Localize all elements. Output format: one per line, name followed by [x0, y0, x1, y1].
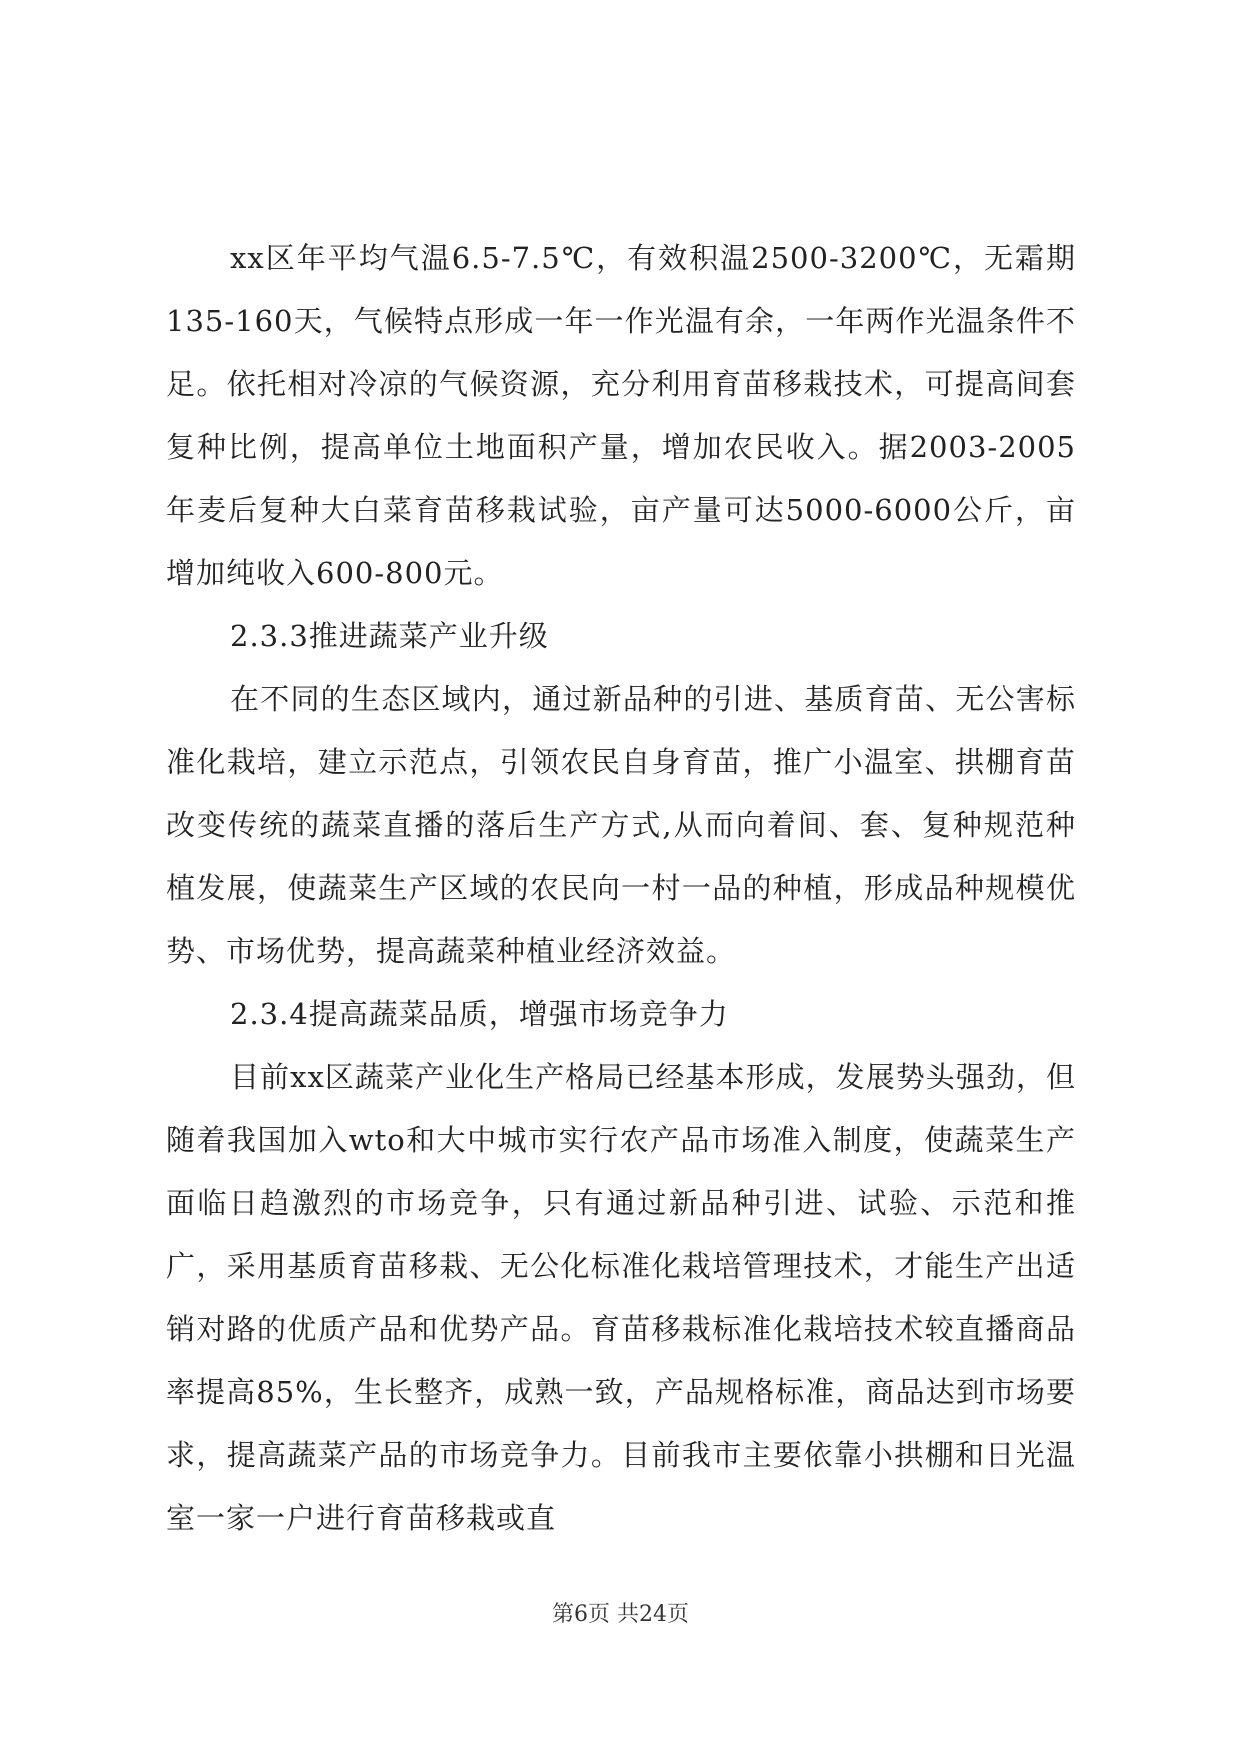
document-body	[166, 227, 1076, 1550]
section-heading-2-3-4: 2.3.4提高蔬菜品质，增强市场竞争力	[230, 997, 729, 1031]
paragraph-industry-upgrade: 在不同的生态区域内，通过新品种的引进、基质育苗、无公害标准化栽培，建立示范点，引领农民自身育苗，推广小温室、拱棚育苗改变传统的蔬菜直播的落后生产方式,从而向着间、套、复种规范种植发展，使蔬菜生产区域的农民向一村一品的种植，形成品种规模优势、市场优势，提高蔬菜种植业经济效益。	[166, 682, 1076, 968]
page-footer-page-number: 第6页 共24页	[552, 1602, 689, 1627]
paragraph-climate-resources: xx区年平均气温6.5-7.5℃，有效积温2500-3200℃，无霜期135-160天，气候特点形成一年一作光温有余，一年两作光温条件不足。依托相对冷凉的气候资源，充分利用育苗移栽技术，可提高间套复种比例，提高单位土地面积产量，增加农民收入。据2003-2005年麦后复种大白菜育苗移栽试验，亩产量可达5000-6000公斤，亩增加纯收入600-800元。	[166, 241, 1076, 590]
paragraph-quality-competitiveness: 目前xx区蔬菜产业化生产格局已经基本形成，发展势头强劲，但随着我国加入wto和大中城市实行农产品市场准入制度，使蔬菜生产面临日趋激烈的市场竞争，只有通过新品种引进、试验、示范和推广，采用基质育苗移栽、无公化标准化栽培管理技术，才能生产出适销对路的优质产品和优势产品。育苗移栽标准化栽培技术较直播商品率提高85%，生长整齐，成熟一致，产品规格标准，商品达到市场要求，提高蔬菜产品的市场竞争力。目前我市主要依靠小拱棚和日光温室一家一户进行育苗移栽或直	[166, 1060, 1076, 1535]
section-heading-2-3-3: 2.3.3推进蔬菜产业升级	[230, 619, 549, 653]
